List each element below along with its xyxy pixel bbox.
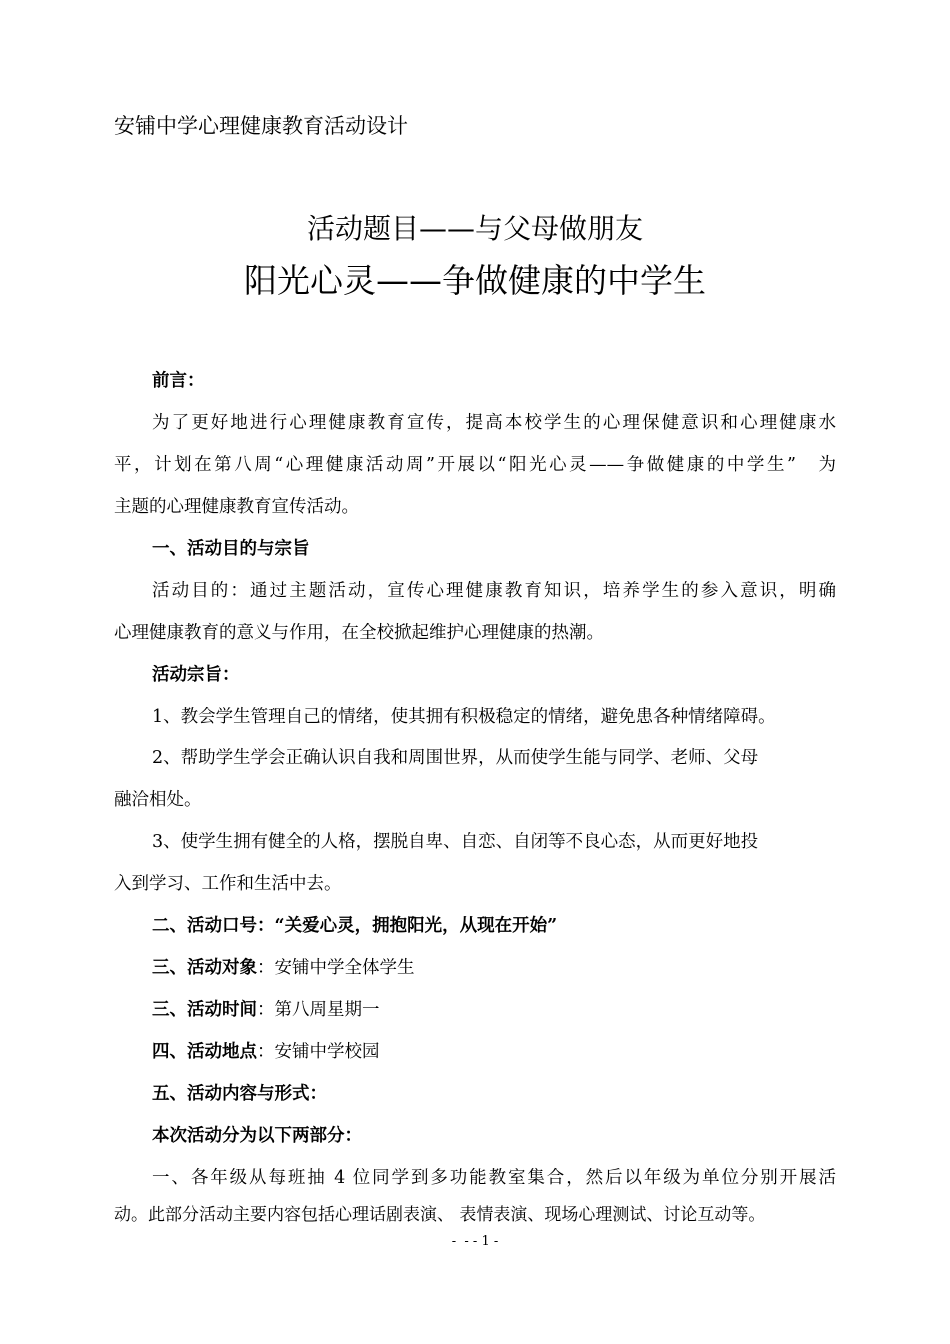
- content-heading: 五、活动内容与形式：: [152, 1084, 327, 1104]
- time-line: [114, 994, 836, 1026]
- slogan-line: 二、活动口号：“关爱心灵，拥抱阳光，从现在开始”: [152, 916, 558, 936]
- part1-line: 动。此部分活动主要内容包括心理话剧表演、 表情表演、现场心理测试、讨论互动等。: [114, 1205, 766, 1225]
- tenet-line: 3、使学生拥有健全的人格，摆脱自卑、自恋、自闭等不良心态，从而更好地投: [152, 832, 759, 852]
- time-value: ：第八周星期一: [257, 1000, 380, 1020]
- document-header: 安铺中学心理健康教育活动设计: [114, 114, 408, 138]
- tenet-line: 2、帮助学生学会正确认识自我和周围世界，从而使学生能与同学、老师、父母: [152, 748, 759, 768]
- activity-title: 活动题目——与父母做朋友: [306, 212, 643, 245]
- tenet-line: 融洽相处。: [114, 790, 202, 810]
- theme-title: 阳光心灵——争做健康的中学生: [244, 261, 706, 300]
- place-value: ：安铺中学校园: [257, 1042, 380, 1062]
- purpose-line: 活动目的：通过主题活动，宣传心理健康教育知识，培养学生的参入意识，明确: [152, 581, 836, 601]
- target-label: 三、活动对象: [152, 958, 257, 978]
- foreword-heading: 前言：: [152, 371, 205, 391]
- section1-heading: 一、活动目的与宗旨: [152, 539, 310, 559]
- time-label: 三、活动时间: [152, 1000, 257, 1020]
- place-label: 四、活动地点: [152, 1042, 257, 1062]
- target-line: [114, 952, 836, 984]
- tenet-line: 入到学习、工作和生活中去。: [114, 874, 342, 894]
- tenet-line: 1、教会学生管理自己的情绪，使其拥有积极稳定的情绪，避免患各种情绪障碍。: [152, 707, 776, 727]
- page-number: - - - 1 -: [451, 1234, 499, 1249]
- tenet-heading: 活动宗旨：: [152, 665, 240, 685]
- purpose-line: 心理健康教育的意义与作用，在全校掀起维护心理健康的热潮。: [114, 623, 604, 643]
- target-value: ：安铺中学全体学生: [257, 958, 415, 978]
- part1-line: 一、各年级从每班抽 4 位同学到多功能教室集合，然后以年级为单位分别开展活: [152, 1168, 836, 1188]
- parts-heading: 本次活动分为以下两部分：: [152, 1126, 362, 1146]
- foreword-line: 平，计划在第八周“心理健康活动周”开展以“阳光心灵——争做健康的中学生” 为: [114, 455, 836, 475]
- place-line: [114, 1036, 836, 1068]
- foreword-line: 主题的心理健康教育宣传活动。: [114, 497, 359, 517]
- foreword-line: 为了更好地进行心理健康教育宣传，提高本校学生的心理保健意识和心理健康水: [152, 413, 836, 433]
